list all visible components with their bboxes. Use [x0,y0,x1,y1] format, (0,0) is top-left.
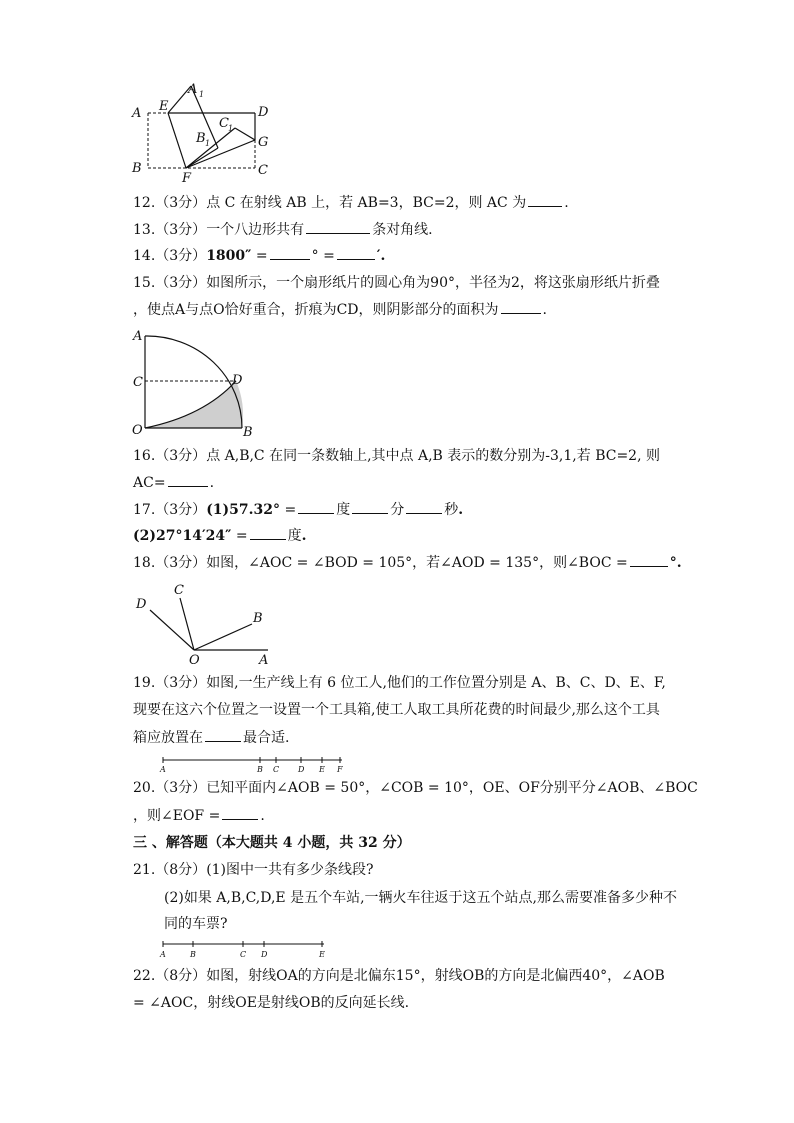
fig11-label-C1: C [219,116,229,131]
answer-blank[interactable] [168,472,208,487]
fig11-label-G: G [258,135,269,150]
answer-blank[interactable] [222,805,258,820]
question-20-line2: ，则∠EOF = . [133,805,265,826]
section-heading: 三 、解答题（本大题共 4 小题，共 32 分） [133,835,411,851]
answer-blank[interactable] [306,219,370,234]
question-21-line2: (2)如果 A,B,C,D,E 是五个车站,一辆火车往返于这五个站点,那么需要准备多少种不 [164,890,677,906]
question-13: 13.（3分）一个八边形共有 条对角线. [133,219,433,240]
fig19-label-E: E [319,765,325,774]
fig11-label-C: C [258,163,268,178]
question-19-line1: 19.（3分）如图,一生产线上有 6 位工人,他们的工作位置分别是 A、B、C、D、E、F, [133,675,666,691]
answer-blank[interactable] [337,245,375,260]
fig21-label-E: E [319,950,325,959]
question-20-line1: 20.（3分）已知平面内∠AOB = 50°，∠COB = 10°，OE、OF分别平分∠AOB、∠BOC [133,780,698,796]
fig18-label-O: O [189,653,200,668]
fig11-label-A: A [132,106,142,121]
fig11-label-B1-sub: 1 [205,139,211,148]
answer-blank[interactable] [250,525,286,540]
question-22-line1: 22.（8分）如图，射线OA的方向是北偏东15°，射线OB的方向是北偏西40°，∠AOB [133,968,665,984]
answer-blank[interactable] [270,245,310,260]
fig15-label-C: C [133,375,143,390]
question-22-line2: = ∠AOC，射线OE是射线OB的反向延长线. [133,995,410,1011]
fig18-label-C: C [174,583,184,598]
fig11-label-B: B [132,161,142,176]
fig15-label-B: B [243,425,253,438]
question-16-line1: 16.（3分）点 A,B,C 在同一条数轴上,其中点 A,B 表示的数分别为-3,1,若 BC=2, 则 [133,448,660,464]
answer-blank[interactable] [630,552,668,567]
fig11-label-C1-sub: 1 [228,124,234,133]
fig11-label-A1-sub: 1 [199,90,205,99]
fig21-stations-line [158,938,333,960]
fig15-label-A: A [133,329,143,344]
fig21-label-D: D [261,950,268,959]
question-15-line1: 15.（3分）如图所示，一个扇形纸片的圆心角为90°，半径为2，将这张扇形纸片折叠 [133,275,660,291]
fig11-label-D: D [258,105,269,120]
fig19-label-F: F [337,765,343,774]
question-17-part2: (2)27°14′24″ = 度. [133,525,306,546]
fig15-label-D: D [232,373,243,388]
answer-blank[interactable] [352,499,388,514]
fig11-folded-rectangle [128,80,278,184]
fig21-label-A: A [160,950,166,959]
fig19-workstation-line [158,754,348,774]
question-21-line1: 21.（8分）(1)图中一共有多少条线段? [133,862,374,878]
question-18: 18.（3分）如图，∠AOC = ∠BOD = 105°，若∠AOD = 135°，则∠BOC = °. [133,552,682,573]
answer-blank[interactable] [298,499,334,514]
question-19-line3: 箱应放置在 最合适. [133,727,289,748]
answer-blank[interactable] [501,299,541,314]
answer-blank[interactable] [205,727,241,742]
fig11-label-E: E [159,99,169,114]
fig11-label-A1: A [188,82,198,97]
fig18-label-B: B [253,611,263,626]
question-17-part1: 17.（3分）(1)57.32° = 度 分 秒. [133,499,463,520]
question-14: 14.（3分）1800″ = ° = ′. [133,245,385,266]
fig21-label-B: B [190,950,196,959]
question-16-line2: AC= . [133,472,214,493]
question-12: 12.（3分）点 C 在射线 AB 上，若 AB=3，BC=2，则 AC 为 . [133,192,569,213]
question-15-line2: ，使点A与点O恰好重合，折痕为CD，则阴影部分的面积为 . [133,299,547,320]
answer-blank[interactable] [528,192,562,207]
fig21-label-C: C [240,950,247,959]
fig19-label-D: D [298,765,305,774]
fig19-label-C: C [273,765,280,774]
fig18-label-A: A [259,653,269,668]
question-19-line2: 现要在这六个位置之一设置一个工具箱,使工人取工具所花费的时间最少,那么这个工具 [133,702,660,718]
fig15-folded-sector [128,326,258,438]
fig18-label-D: D [136,597,147,612]
fig11-label-B1: B [196,131,206,146]
fig15-label-O: O [132,423,143,438]
fig19-label-B: B [257,765,263,774]
fig18-angles [128,578,278,668]
answer-blank[interactable] [406,499,442,514]
question-21-line3: 同的车票? [164,916,228,932]
fig19-label-A: A [160,765,166,774]
fig11-label-F: F [182,171,192,184]
